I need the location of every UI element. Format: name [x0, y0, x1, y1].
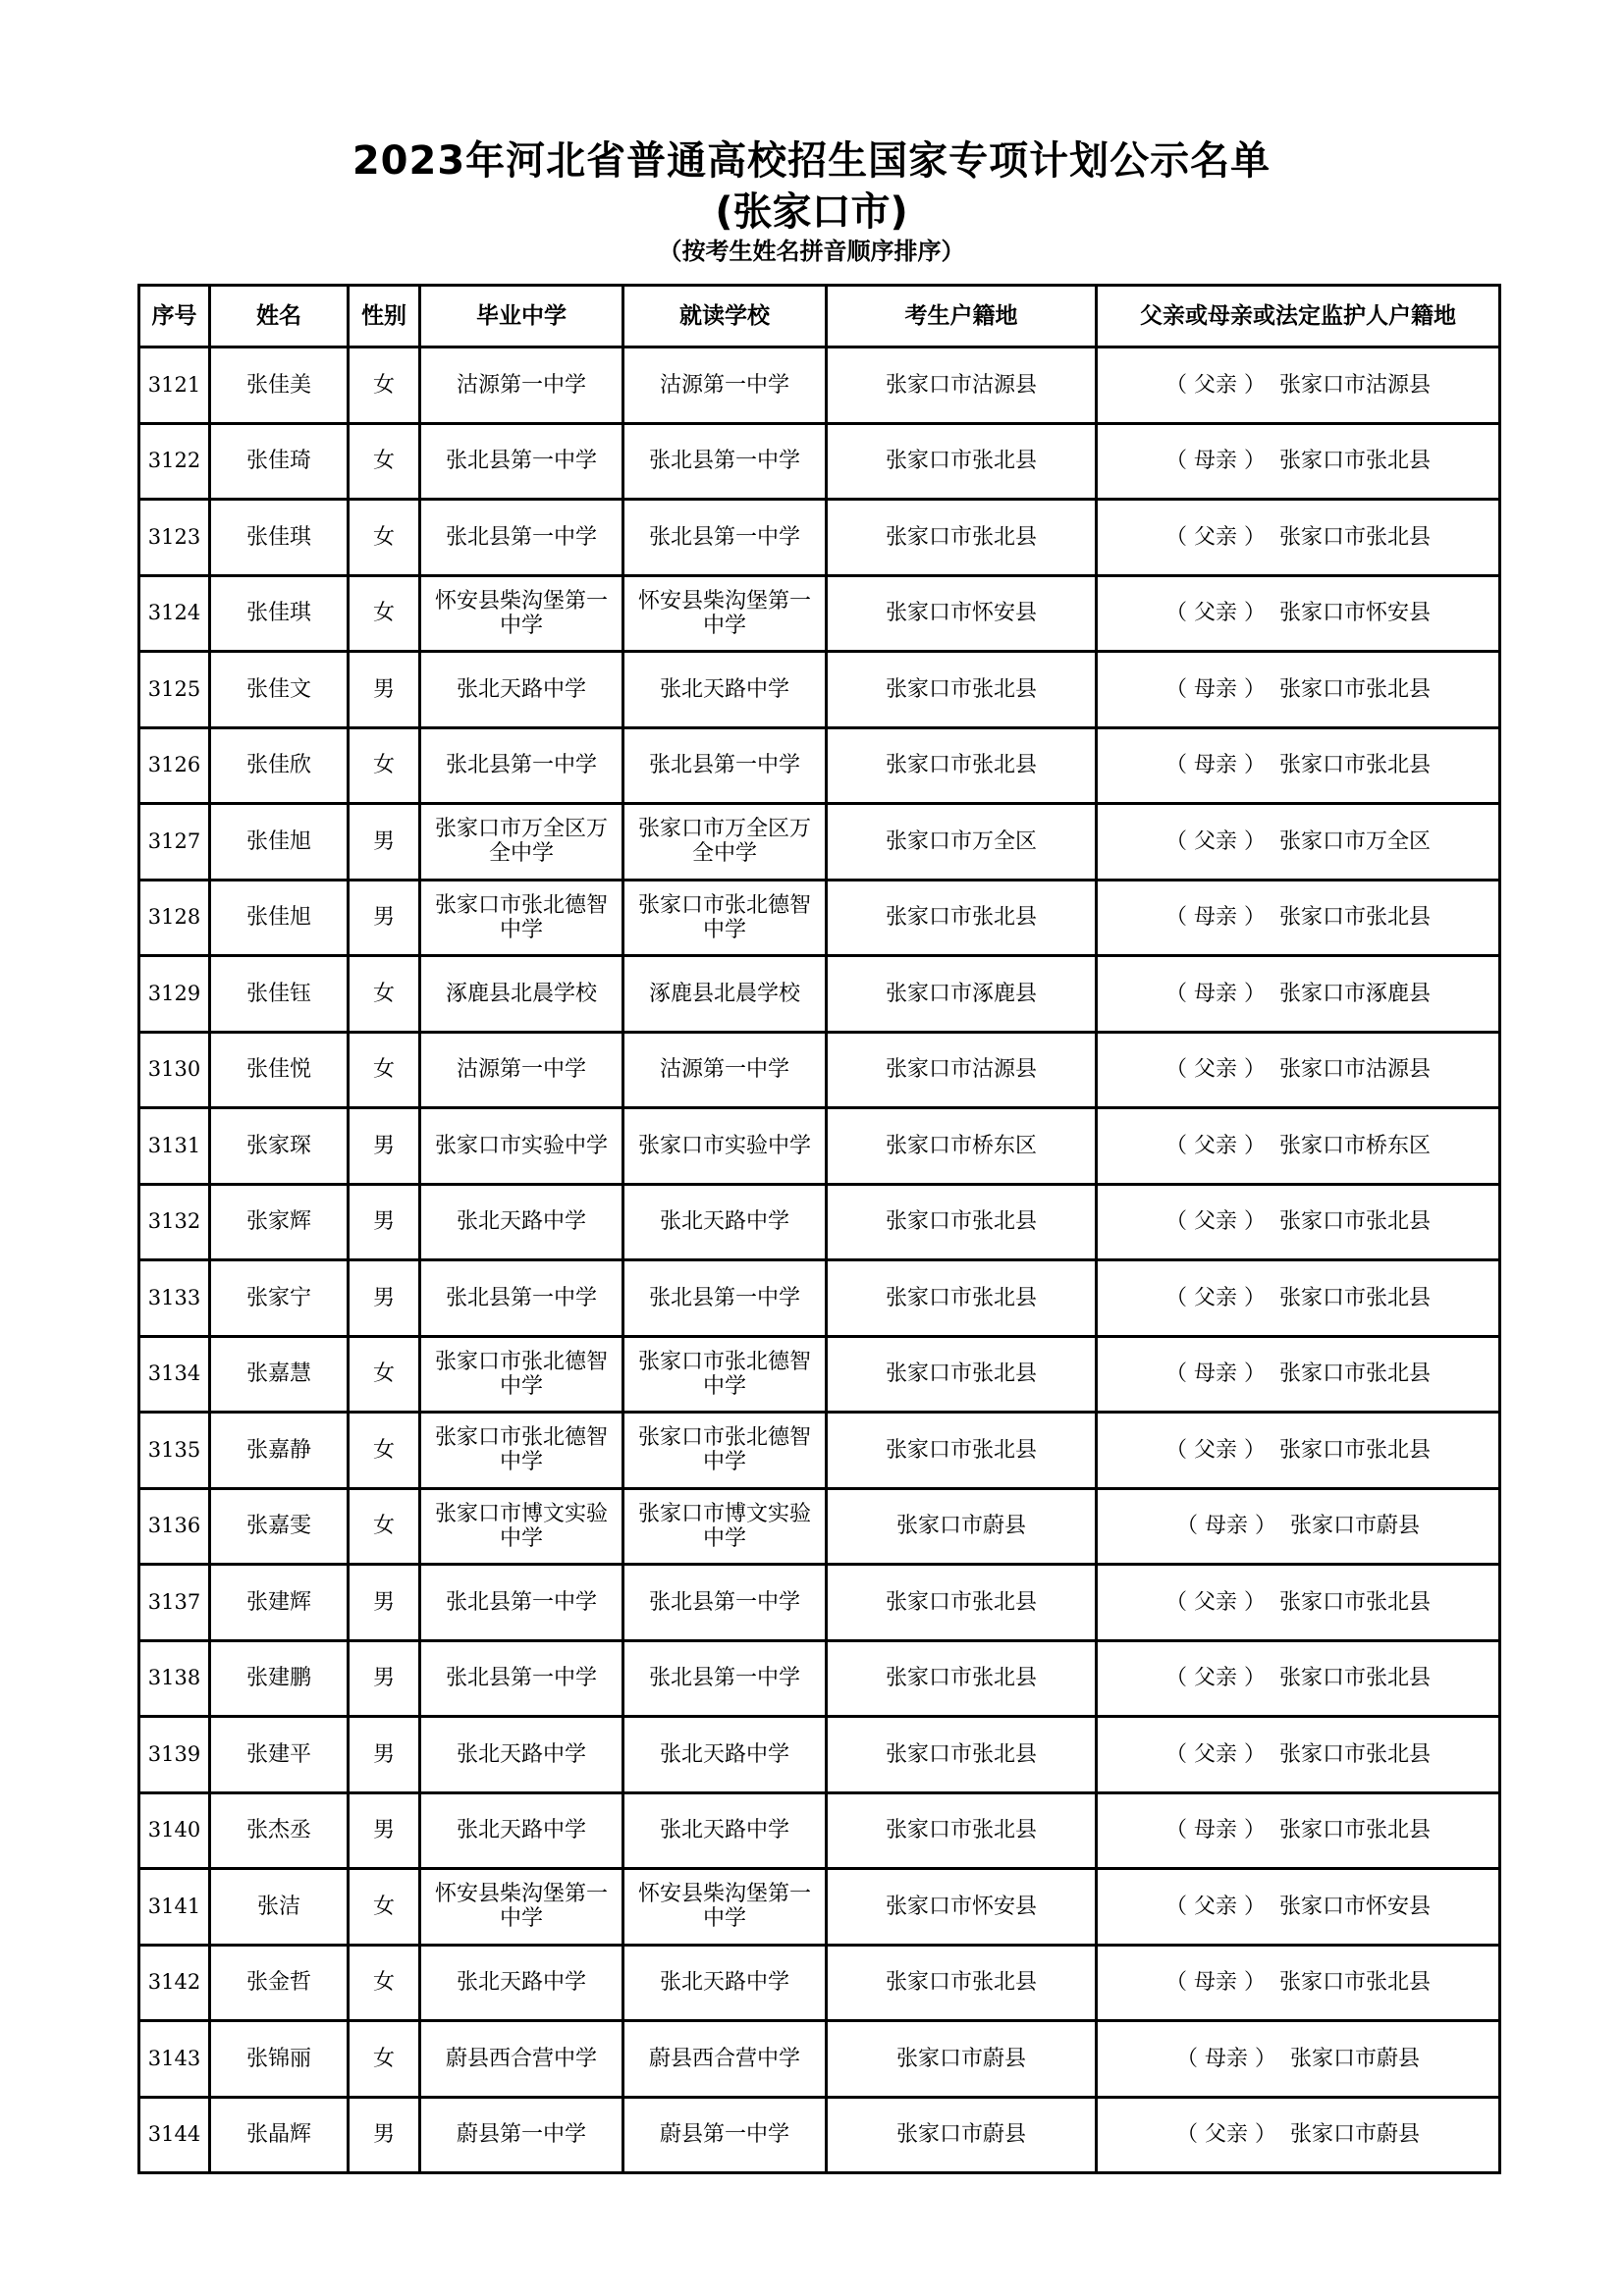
parent-hukou: [1097, 500, 1500, 576]
parent-hukou: [1097, 1640, 1500, 1717]
sex: 女: [349, 1945, 420, 2021]
parent-hukou: [1097, 652, 1500, 728]
student-name: 张佳琪: [210, 575, 349, 652]
student-hukou: 张家口市张北县: [827, 1792, 1097, 1869]
parent-hukou-place: 张家口市张北县: [1278, 1285, 1431, 1310]
parent-relation: （ 父亲 ）: [1164, 1057, 1266, 1083]
parent-hukou-place: 张家口市怀安县: [1278, 601, 1431, 626]
parent-hukou: [1097, 423, 1500, 500]
row-number: 3121: [139, 347, 210, 424]
parent-relation: （ 父亲 ）: [1164, 601, 1266, 626]
student-name: 张家辉: [210, 1184, 349, 1260]
student-hukou: 张家口市张北县: [827, 1640, 1097, 1717]
current-school: 沽源第一中学: [623, 347, 827, 424]
current-school: 张家口市张北德智中学: [623, 1336, 827, 1413]
student-hukou: 张家口市桥东区: [827, 1108, 1097, 1185]
parent-relation: （ 母亲 ）: [1164, 449, 1266, 474]
current-school: 张北县第一中学: [623, 500, 827, 576]
student-hukou: 张家口市张北县: [827, 1413, 1097, 1489]
parent-relation: （ 父亲 ）: [1164, 828, 1266, 854]
row-number: 3143: [139, 2021, 210, 2098]
sex: 男: [349, 652, 420, 728]
table-row: [139, 1565, 1500, 1641]
student-name: 张家琛: [210, 1108, 349, 1185]
graduation-school: 张北县第一中学: [420, 727, 623, 804]
graduation-school: 蔚县西合营中学: [420, 2021, 623, 2098]
row-number: 3134: [139, 1336, 210, 1413]
parent-relation: （ 母亲 ）: [1164, 1970, 1266, 1996]
parent-hukou: [1097, 1260, 1500, 1337]
table-row: [139, 880, 1500, 956]
sex: 女: [349, 347, 420, 424]
graduation-school: 张北天路中学: [420, 1717, 623, 1793]
parent-hukou-place: 张家口市万全区: [1278, 828, 1431, 854]
sex: 男: [349, 1108, 420, 1185]
row-number: 3136: [139, 1488, 210, 1565]
graduation-school: 沽源第一中学: [420, 347, 623, 424]
student-hukou: 张家口市张北县: [827, 880, 1097, 956]
parent-relation: （ 母亲 ）: [1164, 753, 1266, 778]
sex: 女: [349, 500, 420, 576]
table-row: [139, 347, 1500, 424]
student-hukou: 张家口市怀安县: [827, 1869, 1097, 1946]
current-school: 张北天路中学: [623, 1945, 827, 2021]
student-name: 张建鹏: [210, 1640, 349, 1717]
table-row: [139, 1108, 1500, 1185]
table-row: [139, 1336, 1500, 1413]
table-row: [139, 652, 1500, 728]
graduation-school: 怀安县柴沟堡第一中学: [420, 1869, 623, 1946]
candidate-table: [137, 284, 1501, 2174]
graduation-school: 张家口市实验中学: [420, 1108, 623, 1185]
table-row: [139, 2021, 1500, 2098]
parent-hukou-place: 张家口市沽源县: [1278, 372, 1431, 398]
parent-hukou: [1097, 1336, 1500, 1413]
parent-hukou-place: 张家口市蔚县: [1289, 2122, 1420, 2148]
student-name: 张佳旭: [210, 804, 349, 881]
graduation-school: 张北县第一中学: [420, 423, 623, 500]
graduation-school: 张北县第一中学: [420, 500, 623, 576]
table-row: [139, 1184, 1500, 1260]
parent-relation: （ 父亲 ）: [1164, 524, 1266, 550]
table-row: [139, 1032, 1500, 1108]
table-row: [139, 2097, 1500, 2173]
sex: 男: [349, 2097, 420, 2173]
student-hukou: 张家口市张北县: [827, 1565, 1097, 1641]
parent-hukou: [1097, 1565, 1500, 1641]
page-subtitle: (张家口市): [715, 189, 908, 235]
parent-relation: （ 父亲 ）: [1164, 1437, 1266, 1463]
student-name: 张嘉雯: [210, 1488, 349, 1565]
header-hukou: 考生户籍地: [827, 286, 1097, 347]
parent-hukou-place: 张家口市涿鹿县: [1278, 981, 1431, 1006]
student-hukou: 张家口市张北县: [827, 1260, 1097, 1337]
sex: 女: [349, 956, 420, 1033]
table-row: [139, 1717, 1500, 1793]
student-name: 张嘉静: [210, 1413, 349, 1489]
sex: 女: [349, 727, 420, 804]
parent-relation: （ 母亲 ）: [1164, 981, 1266, 1006]
graduation-school: 张家口市博文实验中学: [420, 1488, 623, 1565]
current-school: 张北县第一中学: [623, 1565, 827, 1641]
sex: 女: [349, 1413, 420, 1489]
current-school: 蔚县第一中学: [623, 2097, 827, 2173]
sort-note: （按考生姓名拼音顺序排序）: [658, 238, 965, 265]
student-name: 张佳悦: [210, 1032, 349, 1108]
parent-hukou: [1097, 2021, 1500, 2098]
parent-hukou: [1097, 1108, 1500, 1185]
current-school: 张北县第一中学: [623, 423, 827, 500]
table-row: [139, 1640, 1500, 1717]
graduation-school: 沽源第一中学: [420, 1032, 623, 1108]
row-number: 3144: [139, 2097, 210, 2173]
parent-relation: （ 母亲 ）: [1164, 676, 1266, 702]
parent-hukou-place: 张家口市张北县: [1278, 1589, 1431, 1615]
parent-hukou-place: 张家口市张北县: [1278, 1818, 1431, 1843]
graduation-school: 张家口市张北德智中学: [420, 880, 623, 956]
parent-relation: （ 母亲 ）: [1164, 905, 1266, 931]
sex: 女: [349, 2021, 420, 2098]
student-name: 张佳欣: [210, 727, 349, 804]
parent-hukou: [1097, 1413, 1500, 1489]
row-number: 3142: [139, 1945, 210, 2021]
student-hukou: 张家口市张北县: [827, 1945, 1097, 2021]
student-hukou: 张家口市张北县: [827, 1717, 1097, 1793]
current-school: 张北天路中学: [623, 652, 827, 728]
current-school: 沽源第一中学: [623, 1032, 827, 1108]
student-name: 张佳钰: [210, 956, 349, 1033]
graduation-school: 张家口市张北德智中学: [420, 1413, 623, 1489]
student-hukou: 张家口市蔚县: [827, 1488, 1097, 1565]
table-row: [139, 727, 1500, 804]
page-title: 2023年河北省普通高校招生国家专项计划公示名单: [352, 138, 1271, 184]
parent-hukou: [1097, 1792, 1500, 1869]
parent-hukou: [1097, 1032, 1500, 1108]
header-name: 姓名: [210, 286, 349, 347]
parent-hukou: [1097, 880, 1500, 956]
graduation-school: 张北县第一中学: [420, 1260, 623, 1337]
row-number: 3129: [139, 956, 210, 1033]
parent-hukou: [1097, 1488, 1500, 1565]
parent-hukou: [1097, 1945, 1500, 2021]
sex: 男: [349, 1717, 420, 1793]
row-number: 3123: [139, 500, 210, 576]
student-name: 张金哲: [210, 1945, 349, 2021]
graduation-school: 张北天路中学: [420, 1792, 623, 1869]
parent-hukou: [1097, 347, 1500, 424]
parent-relation: （ 父亲 ）: [1175, 2122, 1276, 2148]
sex: 女: [349, 575, 420, 652]
parent-hukou-place: 张家口市张北县: [1278, 1666, 1431, 1691]
parent-relation: （ 父亲 ）: [1164, 1133, 1266, 1158]
parent-hukou-place: 张家口市张北县: [1278, 1437, 1431, 1463]
row-number: 3141: [139, 1869, 210, 1946]
student-hukou: 张家口市沽源县: [827, 1032, 1097, 1108]
parent-relation: （ 父亲 ）: [1164, 1285, 1266, 1310]
parent-hukou: [1097, 727, 1500, 804]
student-name: 张建辉: [210, 1565, 349, 1641]
current-school: 张北县第一中学: [623, 1640, 827, 1717]
parent-hukou-place: 张家口市张北县: [1278, 1741, 1431, 1767]
student-name: 张嘉慧: [210, 1336, 349, 1413]
current-school: 张北县第一中学: [623, 1260, 827, 1337]
student-hukou: 张家口市万全区: [827, 804, 1097, 881]
sex: 男: [349, 880, 420, 956]
student-hukou: 张家口市蔚县: [827, 2097, 1097, 2173]
student-name: 张建平: [210, 1717, 349, 1793]
table-row: [139, 804, 1500, 881]
student-hukou: 张家口市张北县: [827, 1336, 1097, 1413]
parent-relation: （ 父亲 ）: [1164, 1894, 1266, 1919]
parent-hukou-place: 张家口市沽源县: [1278, 1057, 1431, 1083]
table-row: [139, 1488, 1500, 1565]
table-header-row: [139, 286, 1500, 347]
row-number: 3138: [139, 1640, 210, 1717]
row-number: 3128: [139, 880, 210, 956]
table-row: [139, 423, 1500, 500]
student-hukou: 张家口市张北县: [827, 423, 1097, 500]
sex: 女: [349, 1032, 420, 1108]
header-current-school: 就读学校: [623, 286, 827, 347]
parent-relation: （ 母亲 ）: [1175, 2046, 1276, 2071]
parent-hukou-place: 张家口市张北县: [1278, 1362, 1431, 1387]
current-school: 张家口市张北德智中学: [623, 880, 827, 956]
parent-relation: （ 母亲 ）: [1164, 1362, 1266, 1387]
table-row: [139, 500, 1500, 576]
parent-relation: （ 父亲 ）: [1164, 1741, 1266, 1767]
sex: 女: [349, 1869, 420, 1946]
parent-hukou-place: 张家口市张北县: [1278, 449, 1431, 474]
student-hukou: 张家口市沽源县: [827, 347, 1097, 424]
parent-relation: （ 父亲 ）: [1164, 1589, 1266, 1615]
parent-relation: （ 父亲 ）: [1164, 1209, 1266, 1235]
graduation-school: 张家口市张北德智中学: [420, 1336, 623, 1413]
student-name: 张洁: [210, 1869, 349, 1946]
parent-hukou-place: 张家口市张北县: [1278, 524, 1431, 550]
parent-hukou-place: 张家口市蔚县: [1289, 1514, 1420, 1539]
current-school: 张北天路中学: [623, 1717, 827, 1793]
sex: 男: [349, 1565, 420, 1641]
row-number: 3125: [139, 652, 210, 728]
graduation-school: 张北天路中学: [420, 652, 623, 728]
current-school: 怀安县柴沟堡第一中学: [623, 575, 827, 652]
sex: 男: [349, 804, 420, 881]
current-school: 怀安县柴沟堡第一中学: [623, 1869, 827, 1946]
current-school: 张北天路中学: [623, 1184, 827, 1260]
row-number: 3137: [139, 1565, 210, 1641]
student-name: 张家宁: [210, 1260, 349, 1337]
header-graduation-school: 毕业中学: [420, 286, 623, 347]
sex: 男: [349, 1792, 420, 1869]
graduation-school: 怀安县柴沟堡第一中学: [420, 575, 623, 652]
student-hukou: 张家口市张北县: [827, 500, 1097, 576]
student-hukou: 张家口市张北县: [827, 1184, 1097, 1260]
current-school: 张北天路中学: [623, 1792, 827, 1869]
student-hukou: 张家口市蔚县: [827, 2021, 1097, 2098]
table-row: [139, 1792, 1500, 1869]
graduation-school: 张家口市万全区万全中学: [420, 804, 623, 881]
table-row: [139, 1869, 1500, 1946]
row-number: 3135: [139, 1413, 210, 1489]
row-number: 3122: [139, 423, 210, 500]
parent-hukou-place: 张家口市张北县: [1278, 1970, 1431, 1996]
student-name: 张佳美: [210, 347, 349, 424]
student-hukou: 张家口市怀安县: [827, 575, 1097, 652]
table-row: [139, 1945, 1500, 2021]
parent-hukou: [1097, 1869, 1500, 1946]
graduation-school: 涿鹿县北晨学校: [420, 956, 623, 1033]
header-sex: 性别: [349, 286, 420, 347]
student-name: 张杰丞: [210, 1792, 349, 1869]
row-number: 3139: [139, 1717, 210, 1793]
graduation-school: 张北天路中学: [420, 1184, 623, 1260]
current-school: 张家口市张北德智中学: [623, 1413, 827, 1489]
current-school: 张北县第一中学: [623, 727, 827, 804]
row-number: 3132: [139, 1184, 210, 1260]
parent-hukou-place: 张家口市桥东区: [1278, 1133, 1431, 1158]
row-number: 3140: [139, 1792, 210, 1869]
sex: 男: [349, 1640, 420, 1717]
parent-hukou: [1097, 956, 1500, 1033]
parent-hukou: [1097, 1717, 1500, 1793]
graduation-school: 张北天路中学: [420, 1945, 623, 2021]
parent-relation: （ 母亲 ）: [1175, 1514, 1276, 1539]
student-hukou: 张家口市张北县: [827, 652, 1097, 728]
graduation-school: 张北县第一中学: [420, 1565, 623, 1641]
parent-hukou-place: 张家口市张北县: [1278, 905, 1431, 931]
row-number: 3130: [139, 1032, 210, 1108]
sex: 女: [349, 1488, 420, 1565]
parent-hukou: [1097, 804, 1500, 881]
student-hukou: 张家口市张北县: [827, 727, 1097, 804]
student-name: 张佳琪: [210, 500, 349, 576]
parent-hukou-place: 张家口市张北县: [1278, 1209, 1431, 1235]
student-name: 张晶辉: [210, 2097, 349, 2173]
parent-hukou-place: 张家口市蔚县: [1289, 2046, 1420, 2071]
parent-relation: （ 母亲 ）: [1164, 1818, 1266, 1843]
current-school: 张家口市万全区万全中学: [623, 804, 827, 881]
parent-hukou-place: 张家口市张北县: [1278, 753, 1431, 778]
parent-hukou-place: 张家口市张北县: [1278, 676, 1431, 702]
row-number: 3127: [139, 804, 210, 881]
current-school: 张家口市实验中学: [623, 1108, 827, 1185]
student-hukou: 张家口市涿鹿县: [827, 956, 1097, 1033]
current-school: 蔚县西合营中学: [623, 2021, 827, 2098]
parent-hukou: [1097, 1184, 1500, 1260]
graduation-school: 张北县第一中学: [420, 1640, 623, 1717]
sex: 男: [349, 1260, 420, 1337]
header-no: 序号: [139, 286, 210, 347]
current-school: 涿鹿县北晨学校: [623, 956, 827, 1033]
parent-hukou: [1097, 575, 1500, 652]
graduation-school: 蔚县第一中学: [420, 2097, 623, 2173]
row-number: 3133: [139, 1260, 210, 1337]
parent-relation: （ 父亲 ）: [1164, 372, 1266, 398]
row-number: 3124: [139, 575, 210, 652]
sex: 男: [349, 1184, 420, 1260]
student-name: 张佳文: [210, 652, 349, 728]
sex: 女: [349, 423, 420, 500]
table-row: [139, 1260, 1500, 1337]
row-number: 3126: [139, 727, 210, 804]
table-row: [139, 1413, 1500, 1489]
row-number: 3131: [139, 1108, 210, 1185]
parent-relation: （ 父亲 ）: [1164, 1666, 1266, 1691]
sex: 女: [349, 1336, 420, 1413]
table-row: [139, 575, 1500, 652]
student-name: 张佳旭: [210, 880, 349, 956]
student-name: 张锦丽: [210, 2021, 349, 2098]
current-school: 张家口市博文实验中学: [623, 1488, 827, 1565]
table-row: [139, 956, 1500, 1033]
student-name: 张佳琦: [210, 423, 349, 500]
parent-hukou: [1097, 2097, 1500, 2173]
parent-hukou-place: 张家口市怀安县: [1278, 1894, 1431, 1919]
header-parent-hukou: 父亲或母亲或法定监护人户籍地: [1097, 286, 1500, 347]
